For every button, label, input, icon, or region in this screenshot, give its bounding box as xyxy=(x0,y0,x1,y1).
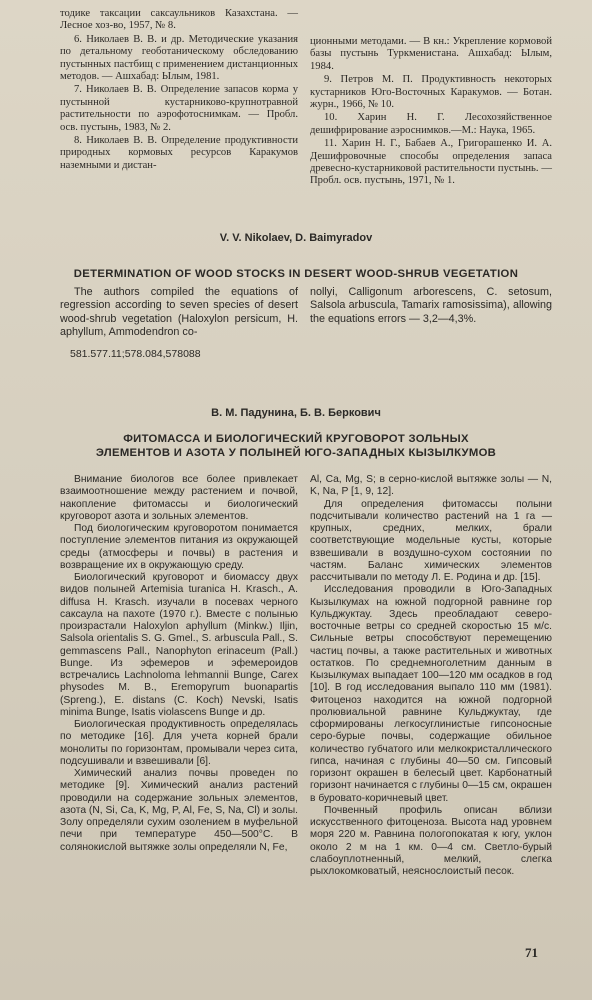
reference-entry: 11. Харин Н. Г., Бабаев А., Григорашенко И. А. Дешифровочные способы определения запаса древесно-кустарниковой растительности пустынь. — Пробл. осв. пустынь, 1971, № 1. xyxy=(310,138,552,187)
body-paragraph: Исследования проводили в Юго-Западных Кызылкумах на южной подгорной равнине гор Кульджуктау. Здесь преобладают северо-восточные ветры со средней скоростью 15 м/с. Сильные ветры способствуют перемещению частиц почвы, а также растительных и животных остатков. По среднемноголетним данным в Кызылкумах выпадает 100—120 мм осадков в год [10]. В год исследования выпало 110 мм (1981). Фитоценоз находится на южной подгорной пролювиальной равнине Кульджуктау, где сформированы легкосуглинистые гипсоносные серо-бурые почвы, содержащие обильное количество губчатого или мелкокристаллического гипса, начиная с глубины 40—50 см. Гипсовый горизонт окрашен в белесый цвет. Карбонатный горизонт начинается с глубины 0—15 см, окрашен в буровато-коричневый цвет. xyxy=(310,584,552,804)
russian-authors: В. М. Падунина, Б. В. Беркович xyxy=(211,407,381,419)
english-abstract-left: The authors compiled the equations of regression according to seven species of desert wood-shrub vegetation (Haloxylon persicum, H. aphyllum, Ammodendron co- xyxy=(60,286,298,338)
reference-entry: 6. Николаев В. В. и др. Методические указания по детальному геоботаническому обследованию пустынных пастбищ с применением дистанционных методов. — Ашхабад: Ылым, 1981. xyxy=(60,33,298,83)
body-paragraph: Под биологическим круговоротом понимается поступление элементов питания из окружающей среды (атмосферы и почвы) в растения и возвращение их в окружающую среду. xyxy=(60,523,298,571)
udc-code: 581.577.11;578.084,578088 xyxy=(70,348,201,360)
reference-entry: 8. Николаев В. В. Определение продуктивности природных кормовых ресурсов Каракумов наземными и дистан- xyxy=(60,135,298,171)
russian-title-line: ФИТОМАССА И БИОЛОГИЧЕСКИЙ КРУГОВОРОТ ЗОЛЬНЫХ xyxy=(123,433,469,445)
russian-title xyxy=(40,432,552,460)
body-paragraph: Химический анализ почвы проведен по методике [9]. Химический анализ растений проводили на содержание зольных элементов, азота (N, Si, Ca, K, Mg, P, Al, Fe, S, Na, Cl) и золы. Золу определяли сухим озолением в муфельной печи при температуре 450—500°С. В солянокислой вытяжке золы определяли N, Fe, xyxy=(60,768,298,853)
reference-entry: ционными методами. — В кн.: Укрепление кормовой базы пустынь Туркменистана. Ашхабад: Ылым, 1984. xyxy=(310,36,552,72)
body-paragraph: Al, Ca, Mg, S; в серно-кислой вытяжке золы — N, K, Na, P [1, 9, 12]. xyxy=(310,474,552,498)
references-left-column xyxy=(60,8,298,173)
english-abstract-right: nollyi, Calligonum arborescens, C. setosum, Salsola arbuscula, Tamarix ramosissima), allowing the equations errors — 3,2—4,3%. xyxy=(310,286,552,325)
russian-title-line: ЭЛЕМЕНТОВ И АЗОТА У ПОЛЫНЕЙ ЮГО-ЗАПАДНЫХ КЫЗЫЛКУМОВ xyxy=(95,447,497,459)
english-title: DETERMINATION OF WOOD STOCKS IN DESERT WOOD-SHRUB VEGETATION xyxy=(73,268,519,280)
english-authors: V. V. Nikolaev, D. Baimyradov xyxy=(219,232,373,244)
reference-entry: 10. Харин Н. Г. Лесохозяйственное дешифрирование аэроснимков.—М.: Наука, 1965. xyxy=(310,112,552,136)
reference-entry: тодике таксации саксаульников Казахстана. — Лесное хоз-во, 1957, № 8. xyxy=(60,8,298,32)
references-right-column xyxy=(310,36,552,189)
body-paragraph: Для определения фитомассы полыни подсчитывали количество растений на 1 га — крупных, средних, мелких, брали соответствующие модельные кусты, которые взвешивали в воздушно-сухом состоянии по частям. Баланс химических элементов рассчитывали по методу Л. Е. Родина и др. [15]. xyxy=(310,498,552,583)
page-number: 71 xyxy=(525,945,538,960)
body-paragraph: Почвенный профиль описан вблизи искусственного фитоценоза. Высота над уровнем моря 220 м. Равнина пологопокатая к югу, уклон около 2 м на 1 км. 0—4 см. Светло-бурый слабоуплотненный, мелкий, слегка рыхлокомковатый, неяснослоистый песок. xyxy=(310,804,552,877)
body-paragraph: Внимание биологов все более привлекает взаимоотношение между растением и почвой, накопление фитомассы и биологический круговорот азота и зольных элементов. xyxy=(60,474,298,522)
body-paragraph: Биологический круговорот и биомассу двух видов полыней Artemisia turanica H. Krasch., A. diffusa H. Krasch. изучали в посевах черного саксаула на пахоте (1970 г.). Вместе с полынью произрастали Haloxylon aphyllum (Minkw.) Iljin, Salsola orientalis S. G. Gmel., S. arbuscula Pall., S. gemmascens Pall., Nanophyton erinaceum (Pall.) Bunge. Из эфемеров и эфемероидов встречались Lachnoloma lehmannii Bunge, Carex physodes M. B., Eremopyrum buonapartis (Spreng.), E. distans (C. Koch) Nevski, Isatis minima Bunge, Isatis violascens Bunge и др. xyxy=(60,572,298,718)
reference-entry: 7. Николаев В. В. Определение запасов корма у пустынной кустарниково-крупнотравной растительности по аэрофотоснимкам. — Пробл. осв. пустынь, 1983, № 2. xyxy=(60,84,298,133)
body-left-column xyxy=(60,474,298,854)
reference-entry: 9. Петров М. П. Продуктивность некоторых кустарников Юго-Восточных Каракумов. — Ботан. журн., 1966, № 10. xyxy=(310,74,552,111)
body-paragraph: Биологическая продуктивность определялась по методике [16]. Для учета корней брали монолиты по горизонтам, промывали через сита, подсушивали и взвешивали [6]. xyxy=(60,719,298,767)
body-right-column xyxy=(310,474,552,878)
